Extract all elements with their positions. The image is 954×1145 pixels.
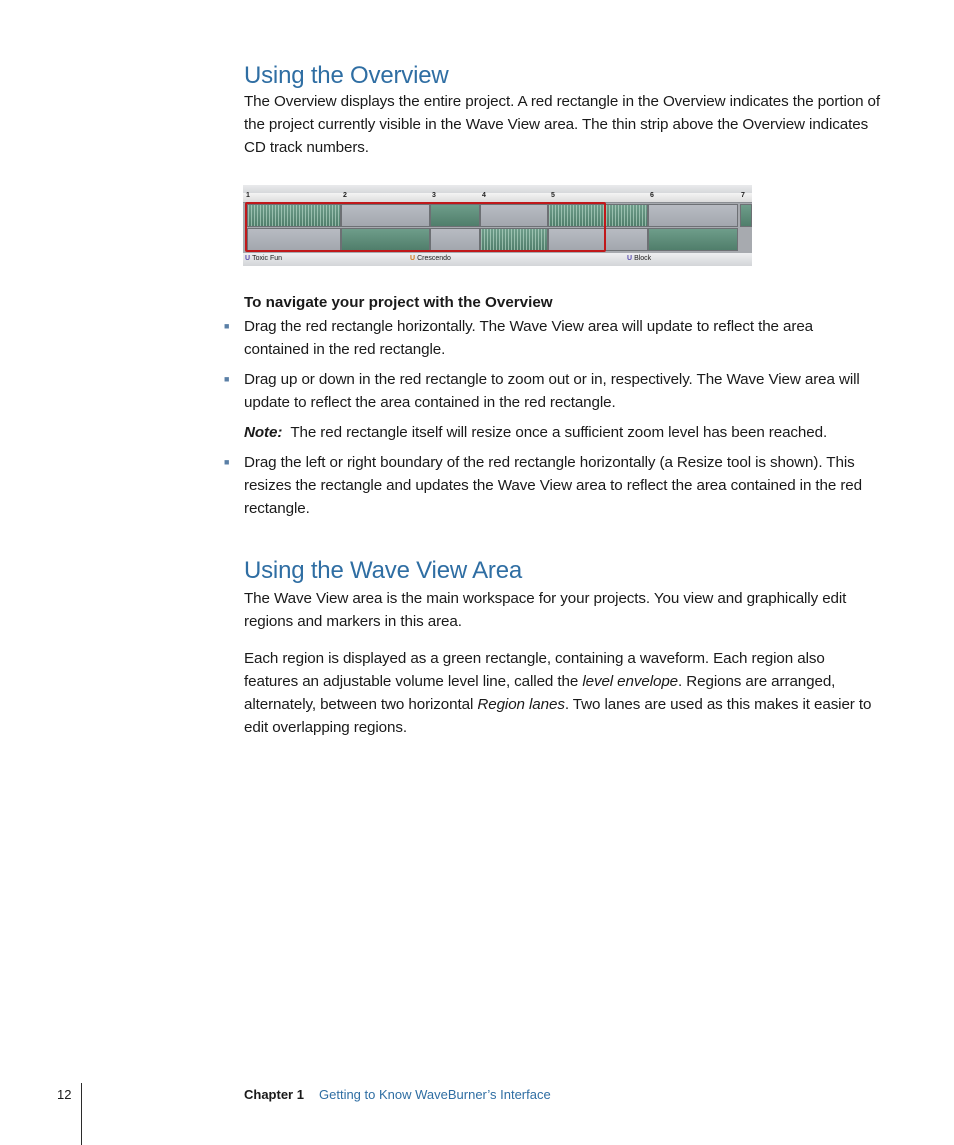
track-number: 2 (343, 192, 347, 199)
chapter-title: Getting to Know WaveBurner’s Interface (319, 1087, 551, 1102)
overview-red-rectangle[interactable] (245, 202, 606, 252)
term-region-lanes: Region lanes (477, 696, 565, 713)
bullet-icon: ■ (224, 374, 230, 384)
marker[interactable] (245, 255, 282, 262)
chapter-label: Chapter 1 (244, 1087, 304, 1102)
marker-label: Block (634, 255, 652, 262)
section-heading-overview: Using the Overview (244, 62, 449, 89)
note-text: The red rectangle itself will resize once a sufficient zoom level has been reached. (290, 424, 828, 441)
wave-view-paragraph: Each region is displayed as a green rectangle, containing a waveform. Each region also features an adjustable volume level line, called the level envelope. Regions are arranged, alternately, between two horizontal Region lanes. Two lanes are used as this makes it easier to edit overlapping regions. (244, 650, 872, 736)
wave-view-paragraph: The Wave View area is the main workspace for your projects. You view and graphically edit regions and markers in this area. (244, 590, 847, 630)
track-number: 5 (551, 192, 555, 199)
procedure-title: To navigate your project with the Overview (244, 294, 553, 311)
track-number: 3 (432, 192, 436, 199)
marker[interactable] (627, 255, 651, 262)
track-number: 7 (741, 192, 745, 199)
procedure-step: Drag up or down in the red rectangle to zoom out or in, respectively. The Wave View area will update to reflect the area contained in the red rectangle. (244, 371, 860, 411)
marker-strip (243, 253, 752, 266)
note-label: Note: (244, 424, 283, 441)
region[interactable] (740, 204, 752, 227)
procedure-step: Drag the left or right boundary of the red rectangle horizontally (a Resize tool is shown). This resizes the rectangle and updates the Wave View area to reflect the area contained in the red rectangle. (244, 454, 862, 517)
footer-rule (81, 1083, 82, 1145)
region[interactable] (648, 204, 738, 227)
bullet-icon: ■ (224, 321, 230, 331)
bullet-icon: ■ (224, 457, 230, 467)
overview-figure (243, 185, 752, 266)
page-number: 12 (57, 1087, 72, 1102)
track-number: 1 (246, 192, 250, 199)
overview-intro-paragraph: The Overview displays the entire project. A red rectangle in the Overview indicates the portion of the project currently visible in the Wave View area. The thin strip above the Overview indicates CD track numbers. (244, 93, 881, 156)
track-number: 6 (650, 192, 654, 199)
marker-label: Crescendo (417, 255, 451, 262)
track-number: 4 (482, 192, 486, 199)
overview-top-strip (243, 185, 752, 193)
marker-icon: U (627, 255, 633, 262)
section-heading-wave-view: Using the Wave View Area (244, 557, 523, 584)
region[interactable] (648, 228, 738, 251)
term-level-envelope: level envelope (582, 673, 679, 690)
procedure-step: Drag the red rectangle horizontally. The Wave View area will update to reflect the area contained in the red rectangle. (244, 318, 814, 358)
marker-icon: U (410, 255, 416, 262)
note-paragraph (244, 421, 880, 444)
marker-icon: U (245, 255, 251, 262)
marker-label: Toxic Fun (252, 255, 283, 262)
marker[interactable] (410, 255, 451, 262)
